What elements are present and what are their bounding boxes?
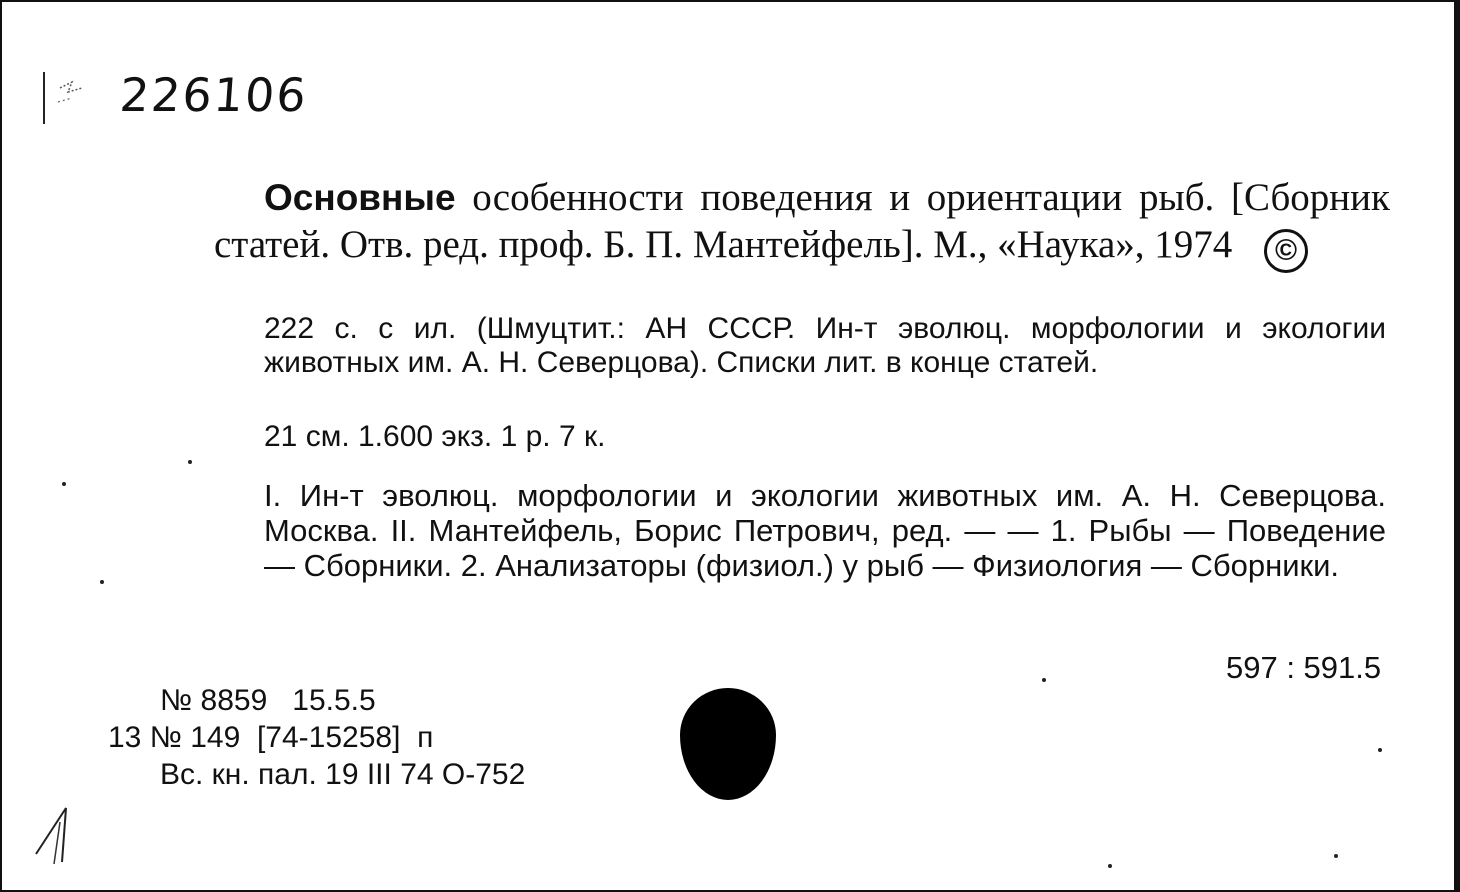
title-rest: особенности поведения и ориентации рыб. [Сборник статей. Отв. ред. проф. Б. П. Мантейфель]. М., «Наука», 1974 [214,176,1390,266]
pub-row-3: Вс. кн. пал. 19 III 74 О-752 [160,758,526,791]
speck [1378,748,1382,752]
title-lead-word: Основные [264,177,456,218]
pencil-mark [38,68,98,128]
subject-tracings [214,478,1386,583]
copyright-symbol: © [1264,229,1308,273]
physical-description [214,312,1386,380]
publication-info [108,682,525,793]
pub-row-1: № 8859 15.5.5 [160,684,376,717]
speck [62,482,66,486]
description-line: 222 с. с ил. (Шмуцтит.: АН СССР. Ин-т эволюц. морфологии и экологии животных им. А. Н. Северцова). Списки лит. в конце статей. [264,312,1386,379]
tracings-text: I. Ин-т эволюц. морфологии и экологии животных им. А. Н. Северцова. Москва. II. Мантейфель, Борис Петрович, ред. — — 1. Рыбы — Поведение — Сборники. 2. Анализаторы (физиол.) у рыб — Физиология — Сборники. [264,478,1386,583]
speck [1042,678,1046,682]
accession-number-handwritten: 226106 [118,68,310,122]
handwritten-mark [32,802,92,872]
classification-number: 597 : 591.5 [1226,650,1382,685]
speck [100,580,104,584]
pub-row-2: 13 № 149 [74-15258] п [108,721,434,754]
speck [188,460,192,464]
title-statement [214,174,1390,273]
speck [1334,854,1338,858]
speck [1108,864,1112,868]
punch-hole [680,688,776,800]
size-price-line: 21 см. 1.600 экз. 1 р. 7 к. [264,420,606,453]
